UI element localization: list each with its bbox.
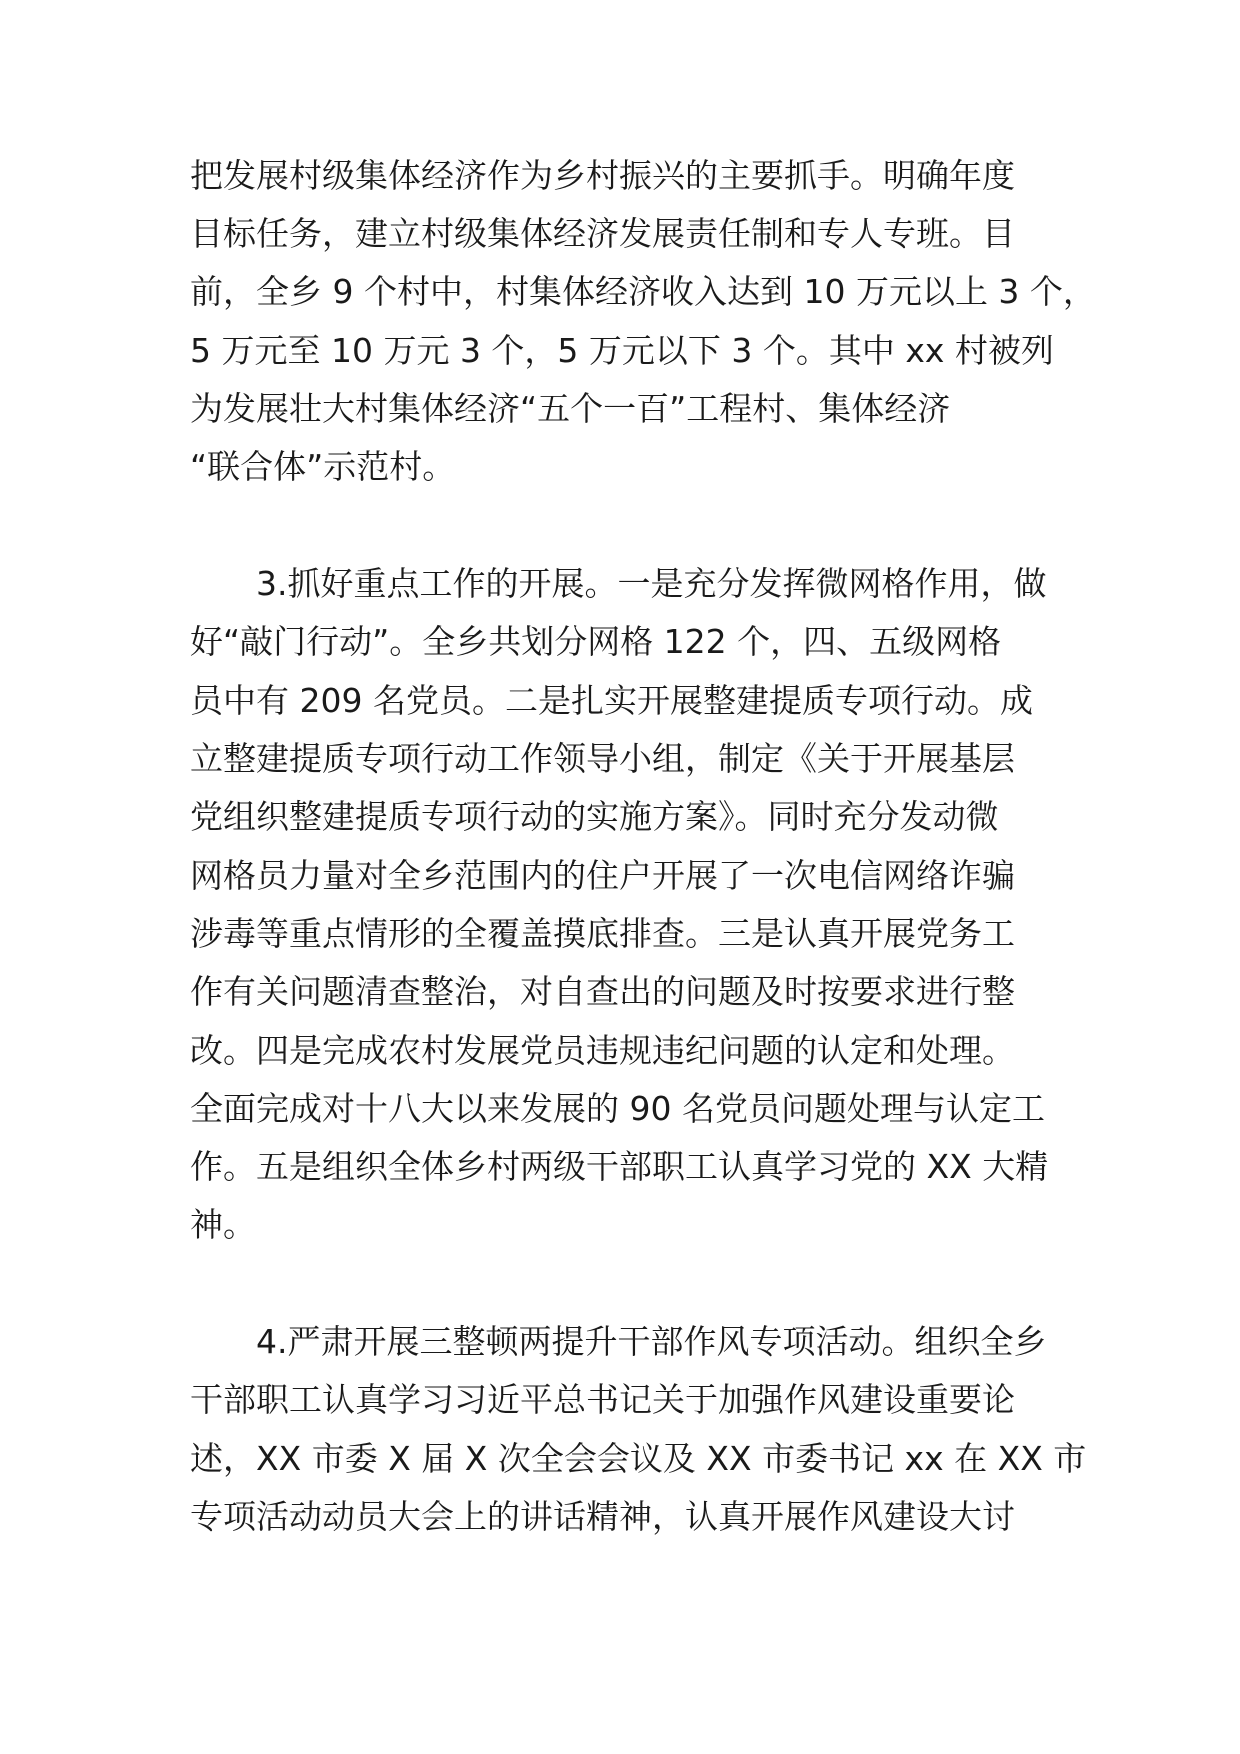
text-line: 网格员力量对全乡范围内的住户开展了一次电信网络诈骗 [190, 856, 1015, 895]
text-line: 前，全乡 9 个村中，村集体经济收入达到 10 万元以上 3 个， [190, 272, 1096, 311]
text-line: 作有关问题清查整治，对自查出的问题及时按要求进行整 [190, 972, 1015, 1011]
text-line: 5 万元至 10 万元 3 个，5 万元以下 3 个。其中 xx 村被列 [190, 331, 1054, 370]
text-line: 立整建提质专项行动工作领导小组，制定《关于开展基层 [190, 739, 1015, 778]
text-line: 专项活动动员大会上的讲话精神，认真开展作风建设大讨 [190, 1497, 1015, 1536]
text-line: 为发展壮大村集体经济“五个一百”工程村、集体经济 [190, 389, 951, 428]
text-line: 干部职工认真学习习近平总书记关于加强作风建设重要论 [190, 1380, 1015, 1419]
text-line: “联合体”示范村。 [190, 447, 456, 486]
text-line: 述，XX 市委 X 届 X 次全会会议及 XX 市委书记 xx 在 XX 市 [190, 1439, 1087, 1478]
text-line: 员中有 209 名党员。二是扎实开展整建提质专项行动。成 [190, 681, 1033, 720]
text-line: 神。 [190, 1205, 256, 1244]
text-line: 好“敲门行动”。全乡共划分网格 122 个，四、五级网格 [190, 622, 1002, 661]
text-line: 改。四是完成农村发展党员违规违纪问题的认定和处理。 [190, 1031, 1015, 1070]
text-line: 作。五是组织全体乡村两级干部职工认真学习党的 XX 大精 [190, 1147, 1049, 1186]
paragraph-4-start: 4.严肃开展三整顿两提升干部作风专项活动。组织全乡 [256, 1322, 1047, 1361]
paragraph-3-start: 3.抓好重点工作的开展。一是充分发挥微网格作用，做 [256, 564, 1047, 603]
text-line: 涉毒等重点情形的全覆盖摸底排查。三是认真开展党务工 [190, 914, 1015, 953]
text-line: 全面完成对十八大以来发展的 90 名党员问题处理与认定工 [190, 1089, 1045, 1128]
text-line: 把发展村级集体经济作为乡村振兴的主要抓手。明确年度 [190, 156, 1015, 195]
text-line: 目标任务，建立村级集体经济发展责任制和专人专班。目 [190, 214, 1015, 253]
text-line: 党组织整建提质专项行动的实施方案》。同时充分发动微 [190, 797, 999, 836]
